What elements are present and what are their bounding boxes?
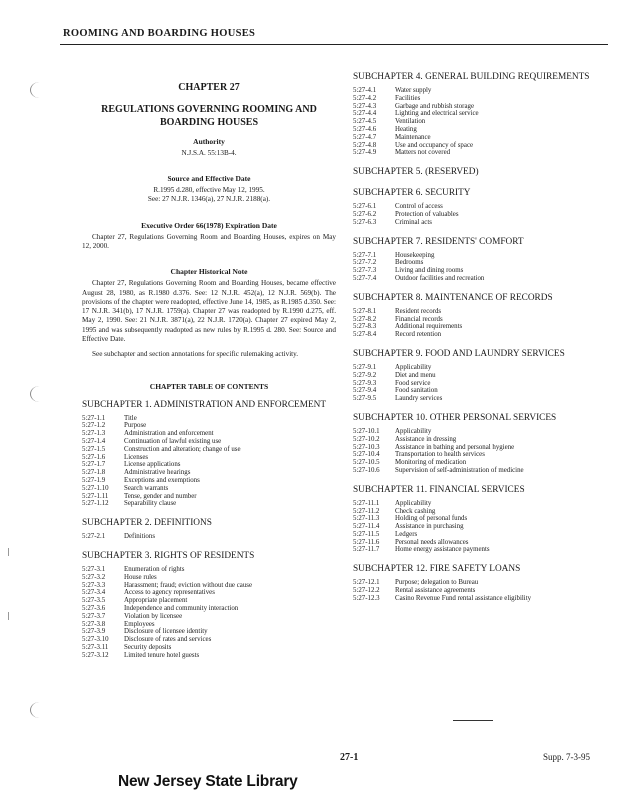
section-number: 5:27-11.7 [353,546,380,554]
section-entry [353,87,609,95]
section-list [353,308,609,339]
section-entry [353,428,609,436]
section-number: 5:27-1.6 [82,453,106,461]
section-list [82,533,336,541]
section-entry [353,308,609,316]
section-entry [353,149,609,157]
section-entry [353,515,609,523]
section-number: 5:27-9.5 [353,395,377,403]
section-entry [82,652,336,660]
section-entry [82,461,336,469]
section-entry [82,566,336,574]
section-title: Housekeeping [395,251,435,259]
section-entry [353,467,609,475]
expiration-text: Chapter 27, Regulations Governing Room and Boarding Houses, expires on May 12, 2000. [82,232,336,250]
section-title: Administration and enforcement [124,430,214,438]
section-list [353,500,609,555]
section-number: 5:27-7.1 [353,251,377,259]
section-title: Outdoor facilities and recreation [395,274,485,282]
section-title: Living and dining rooms [395,267,464,275]
section-entry [353,126,609,134]
punch-hole-top [30,82,49,98]
subchapter-heading: SUBCHAPTER 9. FOOD AND LAUNDRY SERVICES [353,348,565,359]
section-entry [353,95,609,103]
right-column [353,72,609,603]
subchapter-heading: SUBCHAPTER 4. GENERAL BUILDING REQUIREMENTS [353,72,590,82]
section-entry [82,597,336,605]
section-number: 5:27-3.5 [82,597,106,605]
section-title: Criminal acts [395,218,432,226]
section-entry [353,275,609,283]
section-entry [82,644,336,652]
section-list [353,579,609,602]
section-number: 5:27-3.2 [82,573,106,581]
history-text: Chapter 27, Regulations Governing Room and Boarding Houses, became effective August 28, 1980, as R.1980 d.376. See: 12 N.J.R. 452(a), 12 N.J.R. 569(b). The provisions of the chapter were readopted, effective June 14, 1985, as R.1985 d.350. See: 17 N.J.R. 341(b), 17 N.J.R. 1759(a). Chapter 27 was readopted by R.1990 d.275, eff. May 2, 1990. See: 21 N.J.R. 3871(a), 22 N.J.R. 1720(a). Chapter 27 expired May 2, 1995 and was subsequently readopted as new rules by R.1995 d. 280. See: Source and Effective Date. [82,279,336,343]
section-entry [353,523,609,531]
section-number: 5:27-11.4 [353,523,380,531]
source-text: R.1995 d.280, effective May 12, 1995. [153,186,265,195]
section-number: 5:27-3.6 [82,604,106,612]
section-title: Independence and community interaction [124,604,239,612]
section-entry [353,316,609,324]
section-title: Protection of valuables [395,210,459,218]
section-title: Purpose; delegation to Bureau [395,579,479,587]
section-title: Tense, gender and number [124,492,197,500]
section-number: 5:27-10.3 [353,443,380,451]
section-title: Additional requirements [395,323,463,331]
section-number: 5:27-4.7 [353,133,377,141]
section-number: 5:27-4.8 [353,141,377,149]
section-title: Lighting and electrical service [395,110,479,118]
section-title: Water supply [395,87,432,94]
section-title: Ledgers [395,530,418,538]
section-title: Food sanitation [395,387,438,395]
section-entry [82,533,336,541]
section-number: 5:27-3.7 [82,612,106,620]
section-number: 5:27-3.8 [82,620,106,628]
punch-hole-bottom [30,702,49,718]
section-title: Construction and alteration; change of use [124,445,241,453]
section-number: 5:27-9.2 [353,371,377,379]
section-entry [82,636,336,644]
section-number: 5:27-4.5 [353,118,377,126]
section-entry [353,211,609,219]
section-title: Title [124,414,137,422]
subchapter-heading: SUBCHAPTER 3. RIGHTS OF RESIDENTS [82,550,255,561]
section-title: Laundry services [395,395,443,403]
chapter-label: CHAPTER 27 [178,82,240,93]
section-number: 5:27-3.1 [82,565,106,573]
source-heading: Source and Effective Date [167,174,251,184]
section-entry [353,539,609,547]
section-number: 5:27-4.9 [353,149,377,157]
section-number: 5:27-11.5 [353,530,380,538]
section-entry [82,430,336,438]
section-entry [82,493,336,501]
authority-text: N.J.S.A. 55:13B-4. [181,149,237,157]
subchapter-heading: SUBCHAPTER 6. SECURITY [353,188,471,199]
page-number: 27-1 [340,752,359,763]
section-number: 5:27-9.4 [353,387,377,395]
section-title: Check cashing [395,507,436,515]
header-rule [60,44,608,45]
section-title: Exceptions and exemptions [124,476,200,484]
section-entry [353,387,609,395]
annotations-note: See subchapter and section annotations for specific rulemaking activity. [92,350,299,359]
section-number: 5:27-1.8 [82,469,106,477]
section-entry [82,415,336,423]
section-entry [82,589,336,597]
section-title: Ventilation [395,118,426,126]
section-number: 5:27-10.5 [353,459,380,467]
section-title: Use and occupancy of space [395,141,474,149]
section-title: Disclosure of rates and services [124,636,212,644]
section-entry [353,508,609,516]
section-entry [353,134,609,142]
section-entry [353,118,609,126]
section-number: 5:27-7.4 [353,274,377,282]
section-number: 5:27-3.11 [82,643,109,651]
section-number: 5:27-7.3 [353,267,377,275]
section-number: 5:27-1.12 [82,500,109,508]
section-title: Garbage and rubbish storage [395,102,475,110]
section-entry [82,582,336,590]
running-head: ROOMING AND BOARDING HOUSES [63,28,256,39]
section-entry [82,477,336,485]
section-title: Maintenance [395,133,431,141]
section-number: 5:27-11.2 [353,507,380,515]
margin-mark [8,548,9,556]
toc-heading: CHAPTER TABLE OF CONTENTS [149,381,269,391]
section-title: Heating [395,125,417,133]
section-number: 5:27-1.7 [82,461,106,469]
section-title: Applicability [395,427,432,435]
section-title: Matters not covered [395,149,451,157]
section-list [353,364,609,403]
section-title: Casino Revenue Fund rental assistance eligibility [395,594,532,602]
section-number: 5:27-3.3 [82,581,106,589]
chapter-title: REGULATIONS GOVERNING ROOMING AND BOARDING HOUSES [101,104,317,128]
section-number: 5:27-4.1 [353,87,377,94]
section-number: 5:27-11.1 [353,499,380,507]
section-entry [353,579,609,587]
section-number: 5:27-9.1 [353,363,377,371]
section-number: 5:27-1.9 [82,476,106,484]
section-entry [82,500,336,508]
section-number: 5:27-2.1 [82,533,106,541]
section-entry [82,605,336,613]
section-title: Enumeration of rights [124,565,185,573]
section-number: 5:27-1.2 [82,422,106,430]
section-number: 5:27-4.3 [353,102,377,110]
section-number: 5:27-1.3 [82,430,106,438]
right-table-of-contents [353,72,609,603]
subchapter-heading: SUBCHAPTER 1. ADMINISTRATION AND ENFORCEMENT [82,399,327,410]
source-text: See: 27 N.J.R. 1346(a), 27 N.J.R. 2188(a). [147,195,271,204]
section-entry [353,500,609,508]
section-number: 5:27-12.3 [353,594,380,602]
section-title: Record retention [395,331,442,339]
section-number: 5:27-1.1 [82,414,106,422]
section-entry [82,469,336,477]
section-title: Disclosure of licensee identity [124,628,208,636]
section-number: 5:27-1.4 [82,437,106,445]
section-title: Supervision of self-administration of medicine [395,466,524,474]
section-number: 5:27-10.4 [353,451,380,459]
subchapter-heading: SUBCHAPTER 7. RESIDENTS' COMFORT [353,236,524,247]
punch-hole-middle [30,386,49,402]
section-entry [353,595,609,603]
section-title: Assistance in purchasing [395,523,464,531]
section-number: 5:27-4.4 [353,110,377,118]
section-entry [82,422,336,430]
section-entry [353,380,609,388]
section-list [353,203,609,226]
section-entry [353,252,609,260]
subchapter-heading: SUBCHAPTER 11. FINANCIAL SERVICES [353,484,525,495]
section-title: Continuation of lawful existing use [124,437,222,445]
section-entry [353,546,609,554]
section-title: License applications [124,461,181,469]
section-number: 5:27-7.2 [353,259,377,267]
section-entry [82,574,336,582]
section-entry [82,446,336,454]
section-number: 5:27-1.5 [82,445,106,453]
section-title: Bedrooms [395,259,424,267]
section-number: 5:27-4.2 [353,94,377,102]
section-number: 5:27-12.2 [353,587,380,595]
section-number: 5:27-1.11 [82,492,109,500]
subchapter-heading: SUBCHAPTER 12. FIRE SAFETY LOANS [353,564,521,575]
subchapter-heading: SUBCHAPTER 2. DEFINITIONS [82,518,212,529]
section-entry [82,454,336,462]
section-entry [353,395,609,403]
section-entry [353,267,609,275]
section-number: 5:27-3.9 [82,628,106,636]
margin-mark [8,612,9,620]
section-number: 5:27-4.6 [353,125,377,133]
section-number: 5:27-8.2 [353,315,377,323]
section-number: 5:27-9.3 [353,379,377,387]
section-number: 5:27-11.3 [353,515,380,523]
section-title: Rental assistance agreements [395,587,476,595]
section-entry [353,451,609,459]
section-entry [353,364,609,372]
section-entry [353,436,609,444]
section-entry [353,219,609,227]
section-entry [82,628,336,636]
authority-heading: Authority [193,137,225,146]
expiration-heading: Executive Order 66(1978) Expiration Date [141,220,277,230]
section-number: 5:27-10.6 [353,466,380,474]
section-entry [353,259,609,267]
subchapter-heading: SUBCHAPTER 5. (RESERVED) [353,167,479,178]
section-number: 5:27-1.10 [82,484,109,492]
section-entry [353,372,609,380]
section-title: Resident records [395,307,442,315]
section-title: Transportation to health services [395,451,485,459]
section-title: Diet and menu [395,371,436,379]
section-number: 5:27-10.2 [353,435,380,443]
section-title: House rules [124,573,157,581]
section-title: Home energy assistance payments [395,546,490,554]
section-number: 5:27-8.4 [353,331,377,339]
left-table-of-contents [82,400,336,660]
section-entry [353,331,609,339]
section-title: Search warrants [124,484,169,492]
section-title: Personal needs allowances [395,538,469,546]
section-number: 5:27-3.4 [82,589,106,597]
section-number: 5:27-3.12 [82,651,109,659]
section-title: Assistance in bathing and personal hygiene [395,443,515,451]
section-entry [82,621,336,629]
section-list [82,566,336,660]
section-title: Access to agency representatives [124,589,215,597]
section-title: Food service [395,379,431,387]
section-list [82,415,336,509]
left-column [82,72,336,660]
section-number: 5:27-12.1 [353,579,380,587]
section-entry [353,444,609,452]
section-list [353,428,609,475]
section-entry [82,613,336,621]
section-title: Separability clause [124,500,177,508]
end-rule [453,720,493,721]
section-entry [353,203,609,211]
section-number: 5:27-6.2 [353,210,377,218]
section-title: Harassment; fraud; eviction without due cause [124,581,253,589]
section-entry [353,323,609,331]
section-list [353,87,609,157]
section-title: Violation by licensee [124,612,183,620]
section-number: 5:27-8.3 [353,323,377,331]
section-number: 5:27-11.6 [353,538,380,546]
section-entry [82,438,336,446]
section-title: Employees [124,620,155,628]
history-heading: Chapter Historical Note [170,267,248,277]
section-title: Assistance in dressing [395,435,457,443]
supplement-date: Supp. 7-3-95 [543,752,590,762]
section-list [353,252,609,283]
section-title: Financial records [395,315,443,323]
section-entry [353,587,609,595]
section-number: 5:27-3.10 [82,636,109,644]
section-title: Applicability [395,363,432,371]
section-number: 5:27-8.1 [353,307,377,315]
library-watermark: New Jersey State Library [118,773,298,790]
section-title: Facilities [395,94,421,102]
section-entry [353,459,609,467]
section-title: Administrative hearings [124,469,191,477]
section-title: Applicability [395,499,432,507]
section-title: Licenses [124,453,149,461]
section-entry [353,142,609,150]
section-title: Monitoring of medication [395,459,467,467]
section-title: Holding of personal funds [395,515,468,523]
section-number: 5:27-6.1 [353,203,377,211]
section-title: Limited tenure hotel guests [124,651,200,659]
section-title: Security deposits [124,643,172,651]
section-entry [353,110,609,118]
section-entry [82,485,336,493]
subchapter-heading: SUBCHAPTER 8. MAINTENANCE OF RECORDS [353,292,553,303]
section-number: 5:27-6.3 [353,218,377,226]
section-entry [353,531,609,539]
section-title: Control of access [395,203,443,211]
section-number: 5:27-10.1 [353,427,380,435]
subchapter-heading: SUBCHAPTER 10. OTHER PERSONAL SERVICES [353,412,557,423]
section-entry [353,103,609,111]
section-title: Appropriate placement [124,597,188,605]
section-title: Definitions [124,533,156,541]
section-title: Purpose [124,422,147,430]
